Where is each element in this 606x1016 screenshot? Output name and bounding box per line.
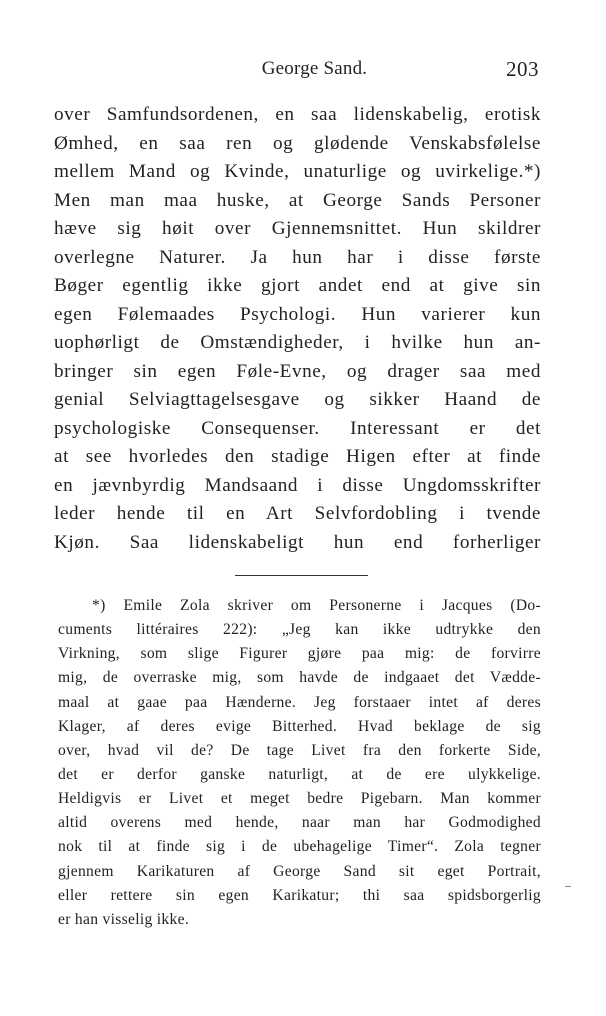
footnote-line: Klager, af deres evige Bitterhed. Hvad beklage de sig bbox=[58, 717, 541, 735]
footnote-line: gjennem Karikaturen af George Sand sit eget Portrait, bbox=[58, 862, 541, 880]
body-line: psychologiske Consequenser. Interessant er det bbox=[54, 417, 541, 439]
footnote-line: mig, de overraske mig, som havde de indgaaet det Vædde- bbox=[58, 669, 541, 687]
footnote bbox=[58, 594, 541, 932]
body-line: over Samfundsordenen, en saa lidenskabelig, erotisk bbox=[54, 104, 541, 125]
body-line: uophørligt de Omstændigheder, i hvilke hun an- bbox=[54, 332, 541, 353]
footnote-line: cuments littéraires 222): „Jeg kan ikke udtrykke den bbox=[58, 621, 541, 639]
footnote-line: nok til at finde sig i de ubehagelige Timer“. Zola tegner bbox=[58, 838, 541, 856]
margin-mark bbox=[565, 886, 571, 887]
footnote-line: maal at gaae paa Hænderne. Jeg forstaaer intet af deres bbox=[58, 693, 541, 711]
body-line: Bøger egentlig ikke gjort andet end at give sin bbox=[54, 275, 541, 296]
body-line: overlegne Naturer. Ja hun har i disse første bbox=[54, 246, 541, 268]
footnote-separator-rule bbox=[235, 575, 368, 576]
body-line: at see hvorledes den stadige Higen efter at finde bbox=[54, 446, 541, 467]
footnote-line: *) Emile Zola skriver om Personerne i Jacques (Do- bbox=[92, 597, 541, 614]
body-line: en jævnbyrdig Mandsaand i disse Ungdomsskrifter bbox=[54, 474, 541, 496]
footnote-line: over, hvad vil de? De tage Livet fra den forkerte Side, bbox=[58, 741, 541, 759]
running-head-title: George Sand. bbox=[261, 58, 368, 79]
body-line: leder hende til en Art Selvfordobling i tvende bbox=[54, 503, 541, 524]
footnote-line: er han visselig ikke. bbox=[58, 910, 190, 928]
body-line: genial Selviagttagelsesgave og sikker Haand de bbox=[54, 389, 541, 410]
body-line: bringer sin egen Føle-Evne, og drager saa med bbox=[54, 360, 541, 382]
body-line: mellem Mand og Kvinde, unaturlige og uvirkelige.*) bbox=[54, 161, 541, 182]
body-line: Ømhed, en saa ren og glødende Venskabsfølelse bbox=[54, 132, 541, 154]
footnote-line: altid overens med hende, naar man har Godmodighed bbox=[58, 814, 541, 832]
footnote-line: eller rettere sin egen Karikatur; thi saa spidsborgerlig bbox=[58, 886, 541, 904]
body-line: hæve sig høit over Gjennemsnittet. Hun skildrer bbox=[54, 218, 541, 239]
body-line: egen Følemaades Psychologi. Hun varierer kun bbox=[54, 303, 541, 325]
page-number: 203 bbox=[506, 57, 539, 81]
footnote-line: Virkning, som slige Figurer gjøre paa mig: de forvirre bbox=[58, 645, 541, 663]
footnote-line: det er derfor ganske naturligt, at de ere ulykkelige. bbox=[58, 765, 541, 783]
body-line: Kjøn. Saa lidenskabeligt hun end forherliger bbox=[54, 531, 541, 553]
footnote-line: Heldigvis er Livet et meget bedre Pigebarn. Man kommer bbox=[58, 790, 541, 808]
body-text bbox=[54, 101, 541, 557]
running-head bbox=[54, 58, 539, 84]
body-line: Men man maa huske, at George Sands Personer bbox=[54, 189, 541, 211]
